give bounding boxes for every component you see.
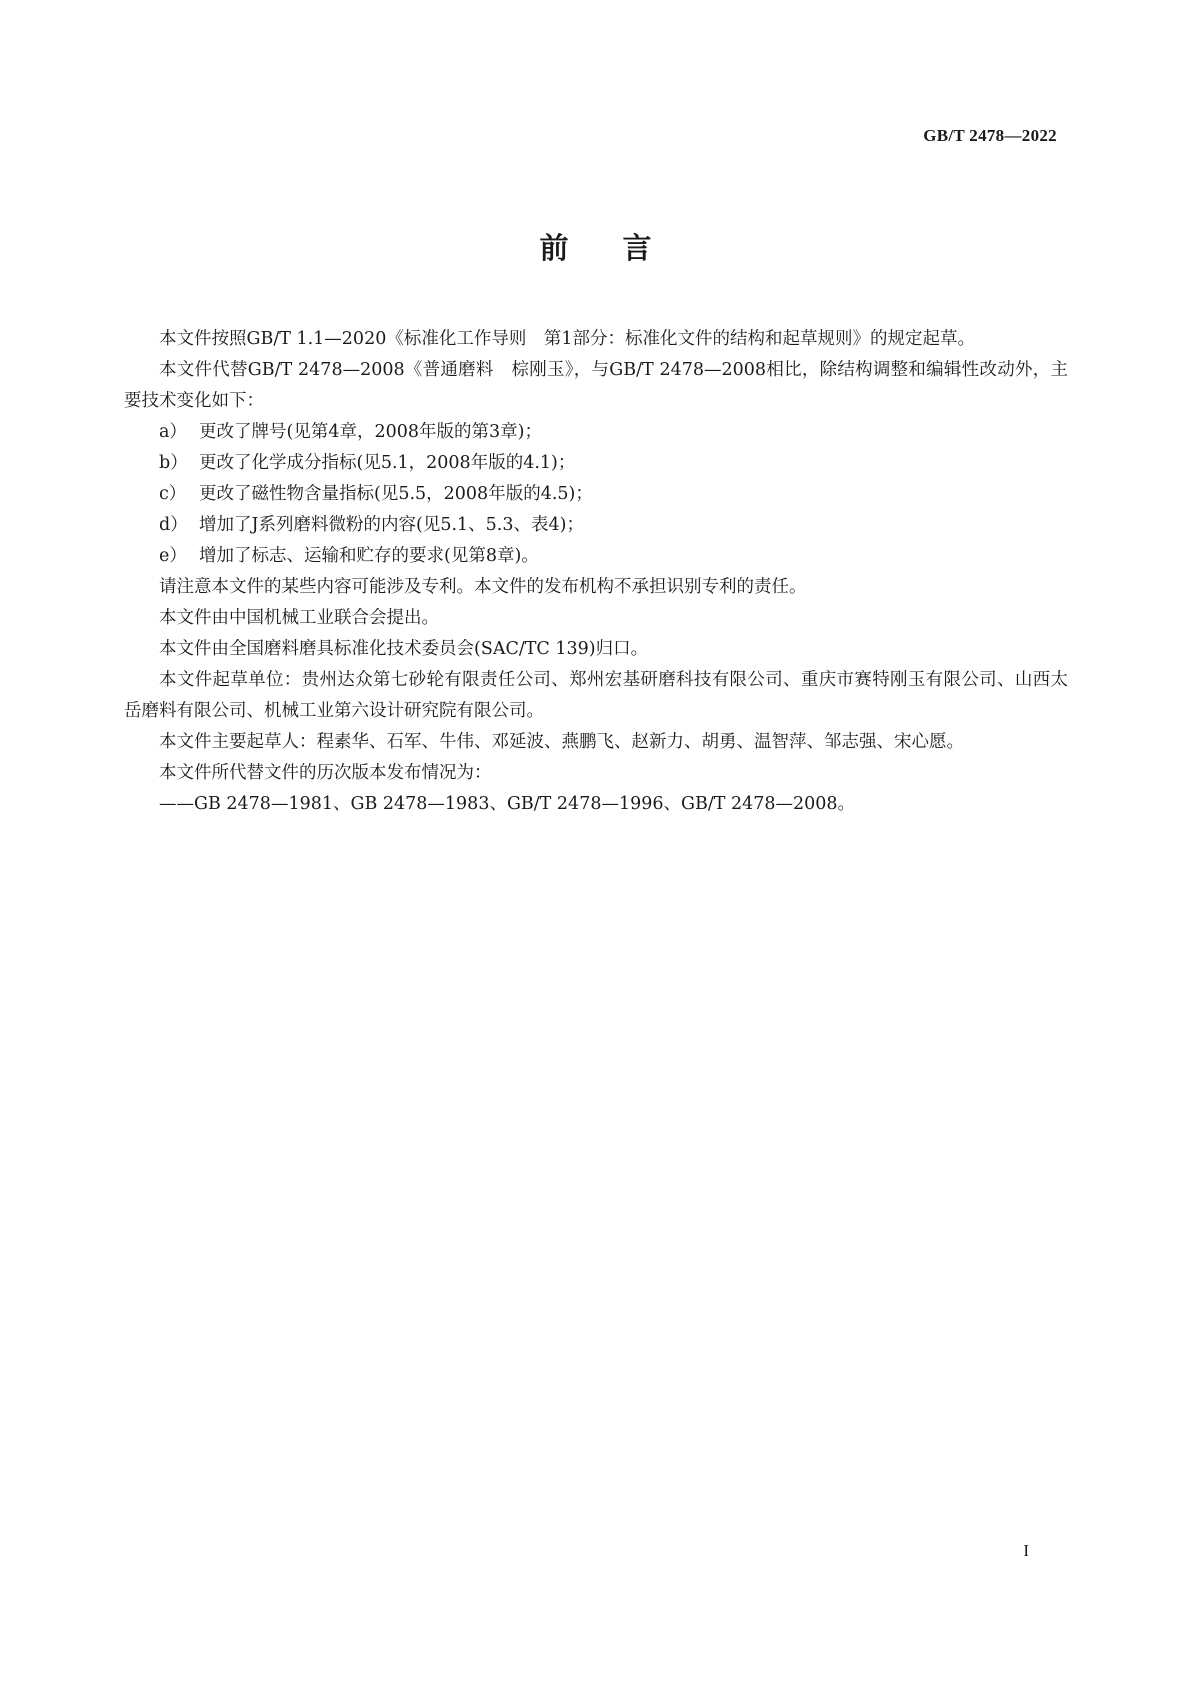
list-item-text: 更改了化学成分指标(见5.1，2008年版的4.1)；	[199, 453, 576, 473]
paragraph-proposer: 本文件由中国机械工业联合会提出。	[159, 608, 439, 628]
paragraph-history-intro: 本文件所代替文件的历次版本发布情况为：	[159, 763, 492, 783]
paragraph-patent-notice: 请注意本文件的某些内容可能涉及专利。本文件的发布机构不承担识别专利的责任。	[159, 577, 807, 597]
list-item	[124, 448, 1068, 479]
list-item	[124, 541, 1068, 572]
paragraph-drafters: 本文件主要起草人：程素华、石军、牛伟、邓延波、燕鹏飞、赵新力、胡勇、温智萍、邹志强、宋心愿。	[159, 732, 964, 752]
page-title: 前言	[539, 231, 706, 265]
list-marker: e）	[159, 546, 187, 566]
paragraph-replacement: 本文件代替GB/T 2478—2008《普通磨料 棕刚玉》，与GB/T 2478—2008相比，除结构调整和编辑性改动外，主要技术变化如下：	[124, 360, 1068, 411]
list-marker: a）	[159, 422, 187, 442]
paragraph-centralized-by: 本文件由全国磨料磨具标准化技术委员会(SAC/TC 139)归口。	[159, 639, 649, 659]
paragraph-drafting-units: 本文件起草单位：贵州达众第七砂轮有限责任公司、郑州宏基研磨科技有限公司、重庆市赛特刚玉有限公司、山西太岳磨料有限公司、机械工业第六设计研究院有限公司。	[124, 670, 1068, 721]
history-versions: ——GB 2478—1981、GB 2478—1983、GB/T 2478—1996、GB/T 2478—2008。	[159, 794, 856, 814]
list-item	[124, 510, 1068, 541]
list-item-text: 更改了磁性物含量指标(见5.5，2008年版的4.5)；	[199, 484, 593, 504]
list-item	[124, 417, 1068, 448]
standard-code: GB/T 2478—2022	[923, 126, 1057, 145]
paragraph-drafting-rules: 本文件按照GB/T 1.1—2020《标准化工作导则 第1部分：标准化文件的结构和起草规则》的规定起草。	[159, 329, 975, 349]
list-marker: b）	[159, 453, 188, 473]
list-item-text: 增加了J系列磨料微粉的内容(见5.1、5.3、表4)；	[199, 515, 584, 535]
list-marker: d）	[159, 515, 188, 535]
list-item-text: 更改了牌号(见第4章，2008年版的第3章)；	[199, 422, 542, 442]
list-item	[124, 479, 1068, 510]
list-marker: c）	[159, 484, 187, 504]
foreword-body	[124, 324, 1068, 820]
list-item-text: 增加了标志、运输和贮存的要求(见第8章)。	[199, 546, 539, 566]
page-number: I	[1023, 1541, 1029, 1560]
